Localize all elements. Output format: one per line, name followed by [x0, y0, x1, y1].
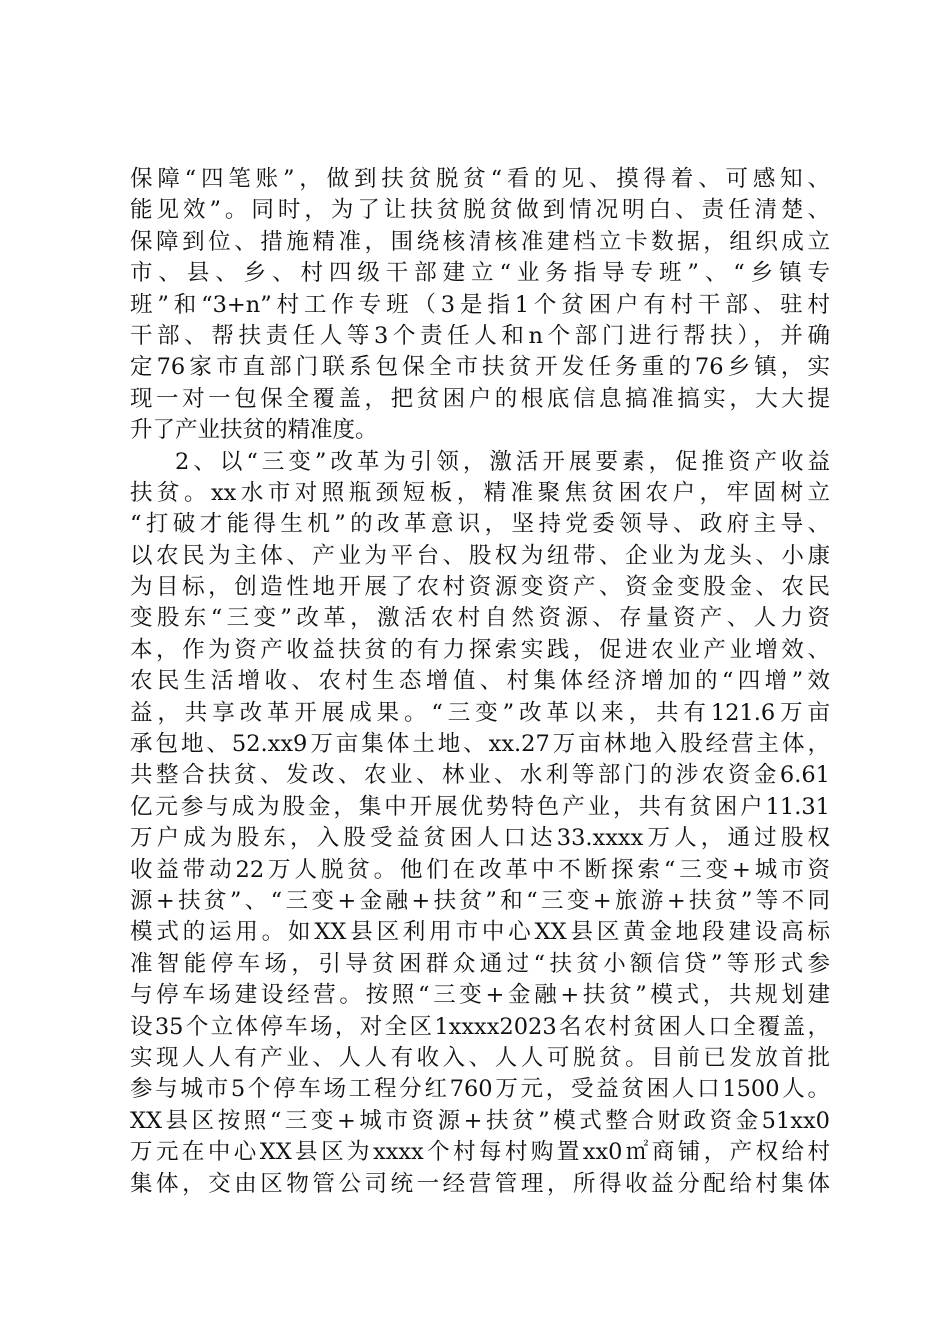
text-line: 保障“四笔账”，做到扶贫脱贫“看的见、摸得着、可感知、	[130, 166, 830, 192]
text-line: 市、县、乡、村四级干部建立“业务指导专班”、“乡镇专	[130, 260, 830, 287]
text-line: 升了产业扶贫的精准度。	[130, 417, 378, 444]
text-line: 扶贫。xx水市对照瓶颈短板，精准聚焦贫困农户，牢固树立	[130, 479, 830, 506]
text-line: 班”和“3+n”村工作专班（3是指1个贫困户有村干部、驻村	[130, 291, 830, 318]
text-line: 保障到位、措施精准，围绕核清核准建档立卡数据，组织成立	[130, 228, 830, 255]
text-line: 变股东“三变”改革，激活农村自然资源、存量资产、人力资	[130, 605, 830, 632]
text-line: 与停车场建设经营。按照“三变+金融+扶贫”模式，共规划建	[130, 982, 830, 1009]
text-line: 万户成为股东，入股受益贫困人口达33.xxxx万人，通过股权	[130, 825, 830, 852]
text-line: 定76家市直部门联系包保全市扶贫开发任务重的76乡镇，实	[130, 354, 830, 381]
text-line: 实现人人有产业、人人有收入、人人可脱贫。目前已发放首批	[130, 1044, 830, 1071]
text-line: 干部、帮扶责任人等3个责任人和n个部门进行帮扶），并确	[130, 322, 830, 349]
text-line: 能见效”。同时，为了让扶贫脱贫做到情况明白、责任清楚、	[130, 197, 830, 224]
text-line: 设35个立体停车场，对全区1xxxx2023名农村贫困人口全覆盖，	[130, 1013, 830, 1040]
text-line: 为目标，创造性地开展了农村资源变资产、资金变股金、农民	[130, 574, 830, 601]
text-line: 收益带动22万人脱贫。他们在改革中不断探索“三变+城市资	[130, 856, 830, 883]
text-line: XX县区按照“三变+城市资源+扶贫”模式整合财政资金51xx0	[130, 1107, 830, 1134]
paragraph-heading-line: 2、以“三变”改革为引领，激活开展要素，促推资产收益	[175, 448, 830, 475]
body-text	[130, 164, 830, 1200]
text-line: 模式的运用。如XX县区利用市中心XX县区黄金地段建设高标	[130, 919, 830, 946]
text-line: 准智能停车场，引导贫困群众通过“扶贫小额信贷”等形式参	[130, 950, 830, 977]
text-line: 承包地、52.xx9万亩集体土地、xx.27万亩林地入股经营主体，	[130, 731, 830, 758]
text-line: 以农民为主体、产业为平台、股权为纽带、企业为龙头、小康	[130, 542, 830, 569]
text-line: 万元在中心XX县区为xxxx个村每村购置xx0㎡商铺，产权给村	[130, 1139, 830, 1166]
text-line: 现一对一包保全覆盖，把贫困户的根底信息搞准搞实，大大提	[130, 385, 830, 412]
text-line: 共整合扶贫、发改、农业、林业、水利等部门的涉农资金6.61	[130, 762, 830, 789]
text-line: 本，作为资产收益扶贫的有力探索实践，促进农业产业增效、	[130, 636, 830, 663]
text-line: 参与城市5个停车场工程分红760万元，受益贫困人口1500人。	[130, 1076, 830, 1103]
text-line: 集体，交由区物管公司统一经营管理，所得收益分配给村集体	[130, 1170, 830, 1197]
text-line: 源+扶贫”、“三变+金融+扶贫”和“三变+旅游+扶贫”等不同	[130, 887, 830, 914]
text-line: 农民生活增收、农村生态增值、村集体经济增加的“四增”效	[130, 668, 830, 695]
text-line: 益，共享改革开展成果。“三变”改革以来，共有121.6万亩	[130, 699, 830, 726]
text-line: “打破才能得生机”的改革意识，坚持党委领导、政府主导、	[130, 511, 830, 538]
text-line: 亿元参与成为股金，集中开展优势特色产业，共有贫困户11.31	[130, 793, 830, 820]
